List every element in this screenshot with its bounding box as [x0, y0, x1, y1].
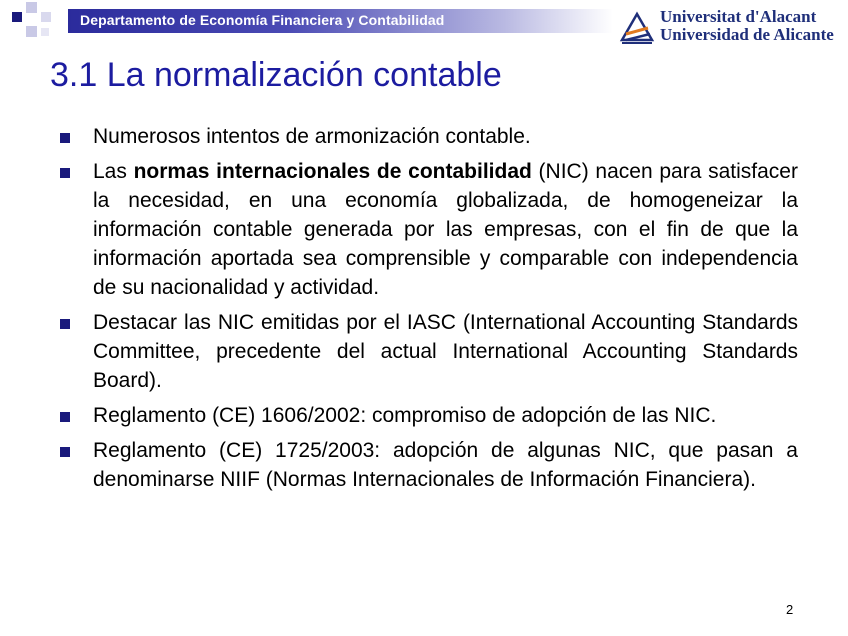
- bullet-item: [58, 308, 798, 395]
- university-logo: [618, 8, 838, 48]
- university-emblem-icon: [618, 10, 656, 46]
- square-bullet-icon: [60, 168, 70, 178]
- bullet-text-pre: Las: [93, 160, 134, 183]
- bullet-text: Reglamento (CE) 1725/2003: adopción de algunas NIC, que pasan a denominarse NIIF (Normas Internacionales de Información Financiera).: [93, 439, 798, 491]
- bullet-text-bold: normas internacionales de contabilidad: [133, 160, 532, 183]
- bullet-item: [58, 436, 798, 494]
- square-bullet-icon: [60, 319, 70, 329]
- square-bullet-icon: [60, 412, 70, 422]
- department-name: Departamento de Economía Financiera y Contabilidad: [80, 12, 445, 28]
- logo-line-1: Universitat d'Alacant: [660, 7, 817, 26]
- bullet-item: [58, 122, 798, 151]
- bullet-text: Numerosos intentos de armonización contable.: [93, 125, 531, 148]
- bullet-item: [58, 157, 798, 302]
- square-bullet-icon: [60, 447, 70, 457]
- slide-title: 3.1 La normalización contable: [50, 56, 502, 94]
- bullet-text: Reglamento (CE) 1606/2002: compromiso de adopción de las NIC.: [93, 404, 717, 427]
- bullet-list: [58, 122, 798, 500]
- logo-line-2: Universidad de Alicante: [660, 25, 834, 44]
- bullet-item: [58, 401, 798, 430]
- bullet-text: Destacar las NIC emitidas por el IASC (International Accounting Standards Committee, precedente del actual International Accounting Standards Board).: [93, 311, 798, 392]
- page-number: 2: [786, 602, 794, 617]
- square-bullet-icon: [60, 133, 70, 143]
- bullet-text-post: (NIC) nacen para satisfacer la necesidad, en una economía globalizada, de homogeneizar la información contable generada por las empresas, con el fin de que la información aportada sea comprensible y comparable con independencia de su nacionalidad y actividad.: [93, 160, 798, 299]
